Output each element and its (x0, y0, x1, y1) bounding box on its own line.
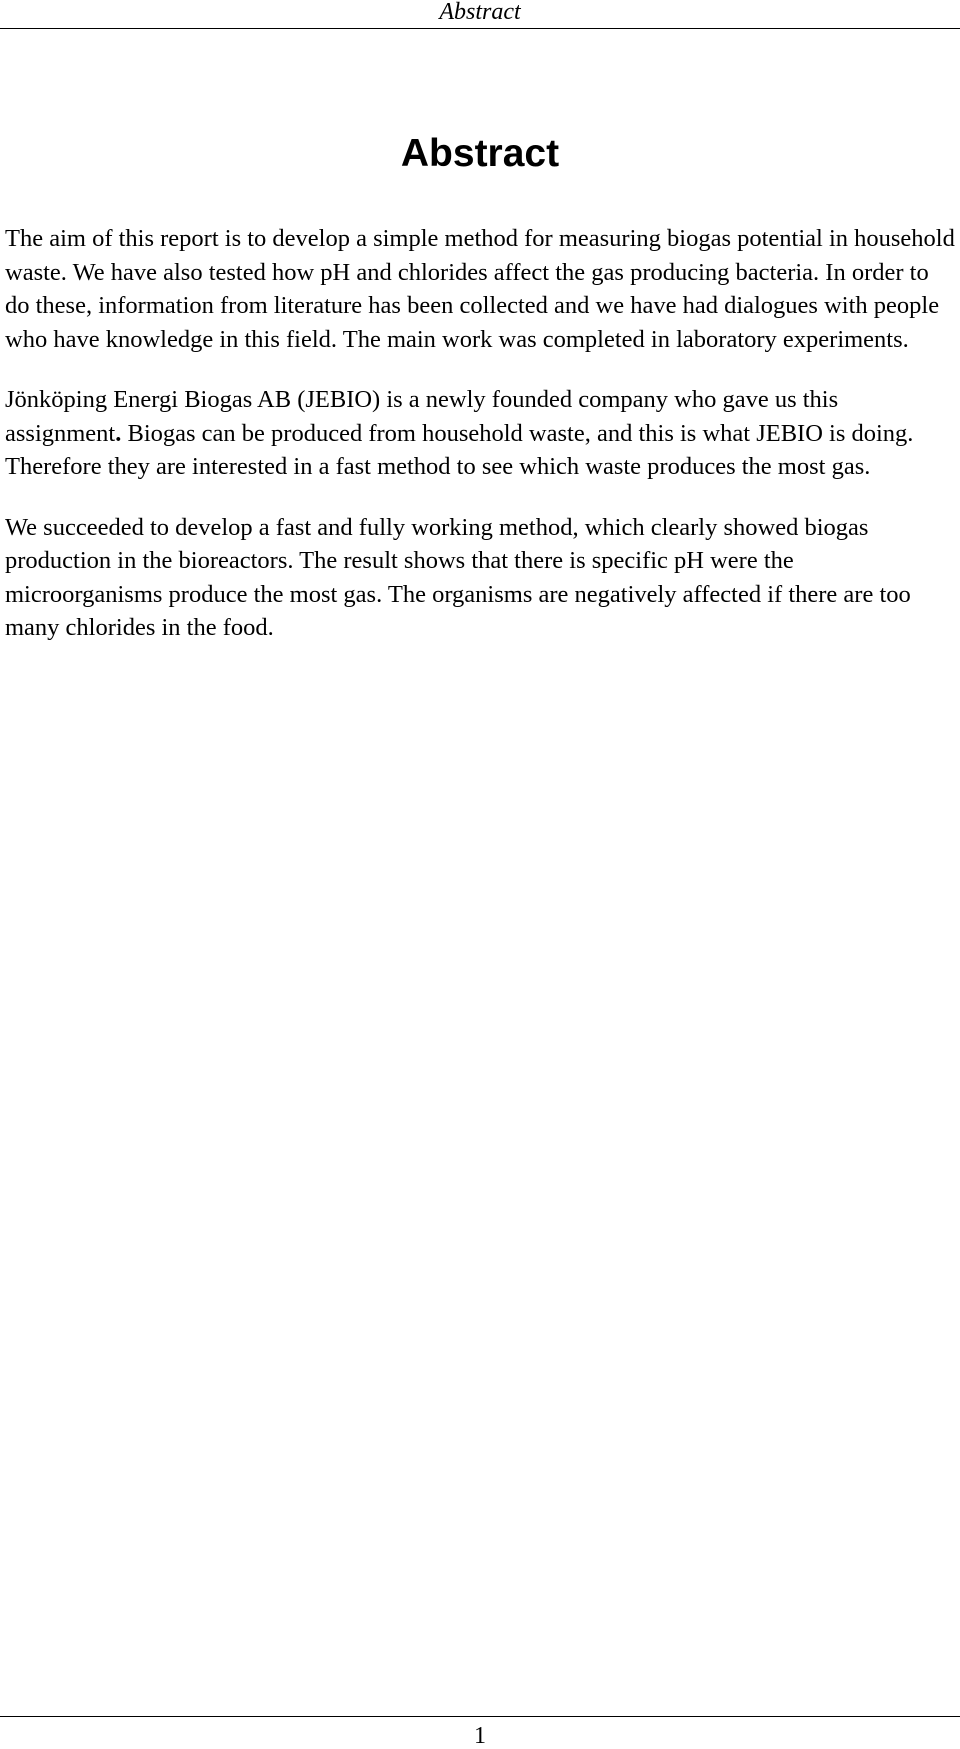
paragraph-2-text-continued: Biogas can be produced from household waste, and this is what JEBIO is doing. Therefore they are interested in a fast method to see which waste produces the most gas. (5, 419, 914, 480)
running-footer (0, 1716, 960, 1749)
abstract-body (5, 222, 955, 672)
running-header-title: Abstract (439, 0, 521, 25)
page-number: 1 (474, 1723, 486, 1749)
running-header (0, 0, 960, 29)
paragraph-1: The aim of this report is to develop a simple method for measuring biogas potential in household waste. We have also tested how pH and chlorides affect the gas producing bacteria. In order to do these, information from literature has been collected and we have had dialogues with people who have knowledge in this field. The main work was completed in laboratory experiments. (5, 225, 955, 353)
paragraph-3: We succeeded to develop a fast and fully working method, which clearly showed biogas production in the bioreactors. The result shows that there is specific pH were the microorganisms produce the most gas. The organisms are negatively affected if there are too many chlorides in the food. (5, 513, 911, 641)
paragraph-2-bold-period: . (115, 419, 122, 447)
paragraph-2 (5, 383, 955, 484)
page-title: Abstract (400, 132, 560, 175)
paragraph-2-text: Jönköping Energi Biogas AB (JEBIO) is a newly founded company who gave us this assignment (5, 386, 839, 447)
